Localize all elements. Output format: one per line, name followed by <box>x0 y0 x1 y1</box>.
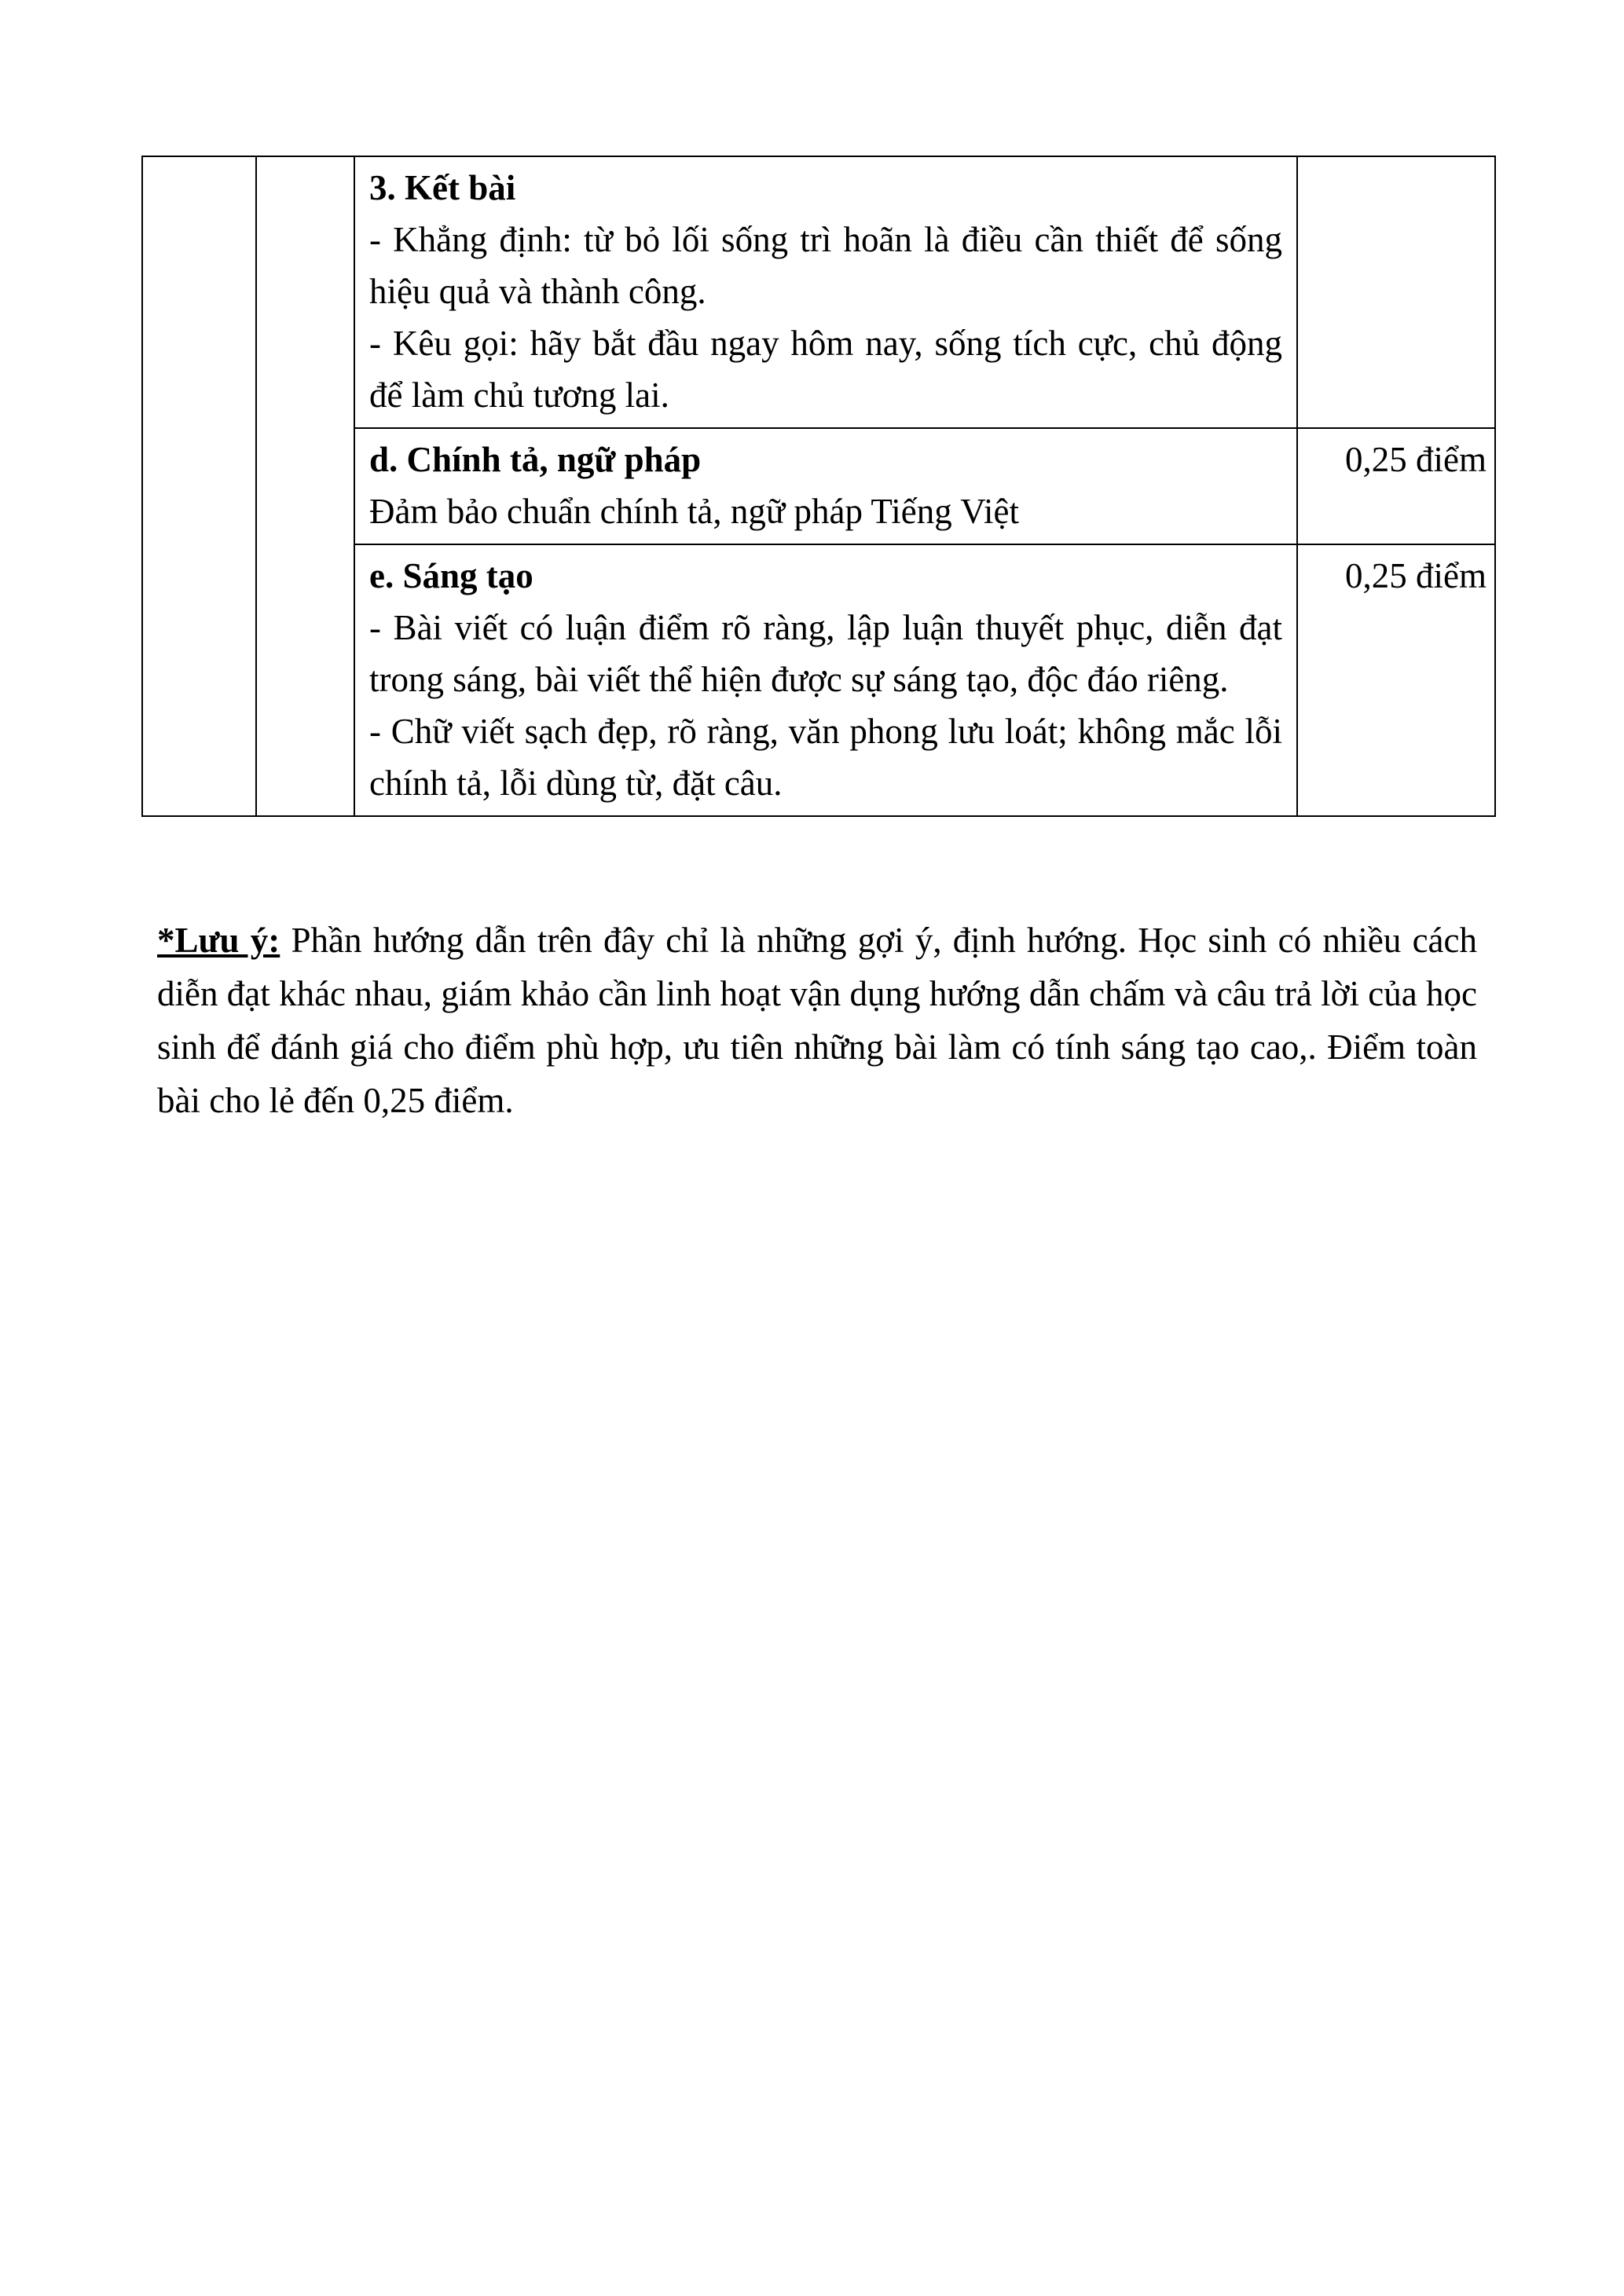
criteria-line: - Kêu gọi: hãy bắt đầu ngay hôm nay, sống tích cực, chủ động để làm chủ tương lai. <box>369 324 1282 415</box>
note-label: *Lưu ý: <box>157 921 280 960</box>
criteria-line: - Bài viết có luận điểm rõ ràng, lập luận thuyết phục, diễn đạt trong sáng, bài viết thể hiện được sự sáng tạo, độc đáo riêng. <box>369 608 1282 699</box>
criteria-line: - Chữ viết sạch đẹp, rõ ràng, văn phong lưu loát; không mắc lỗi chính tả, lỗi dùng từ, đặt câu. <box>369 712 1282 803</box>
criteria-heading: e. Sáng tạo <box>369 556 533 595</box>
table-row <box>142 156 1495 428</box>
score-cell: 0,25 điểm <box>1297 428 1495 544</box>
criteria-cell <box>354 156 1297 428</box>
grading-note <box>157 914 1477 1127</box>
merged-question-cell <box>142 156 256 816</box>
criteria-heading: 3. Kết bài <box>369 168 516 207</box>
criteria-line: - Khẳng định: từ bỏ lối sống trì hoãn là điều cần thiết để sống hiệu quả và thành công. <box>369 220 1282 311</box>
score-cell <box>1297 156 1495 428</box>
criteria-cell <box>354 544 1297 816</box>
score-cell: 0,25 điểm <box>1297 544 1495 816</box>
criteria-heading: d. Chính tả, ngữ pháp <box>369 440 702 479</box>
merged-part-cell <box>256 156 354 816</box>
note-text: Phần hướng dẫn trên đây chỉ là những gợi ý, định hướng. Học sinh có nhiều cách diễn đạt khác nhau, giám khảo cần linh hoạt vận dụng hướng dẫn chấm và câu trả lời của học sinh để đánh giá cho điểm phù hợp, ưu tiên những bài làm có tính sáng tạo cao,. Điểm toàn bài cho lẻ đến 0,25 điểm. <box>157 921 1477 1120</box>
criteria-line: Đảm bảo chuẩn chính tả, ngữ pháp Tiếng Việt <box>369 492 1019 531</box>
criteria-cell <box>354 428 1297 544</box>
grading-table <box>141 156 1496 817</box>
